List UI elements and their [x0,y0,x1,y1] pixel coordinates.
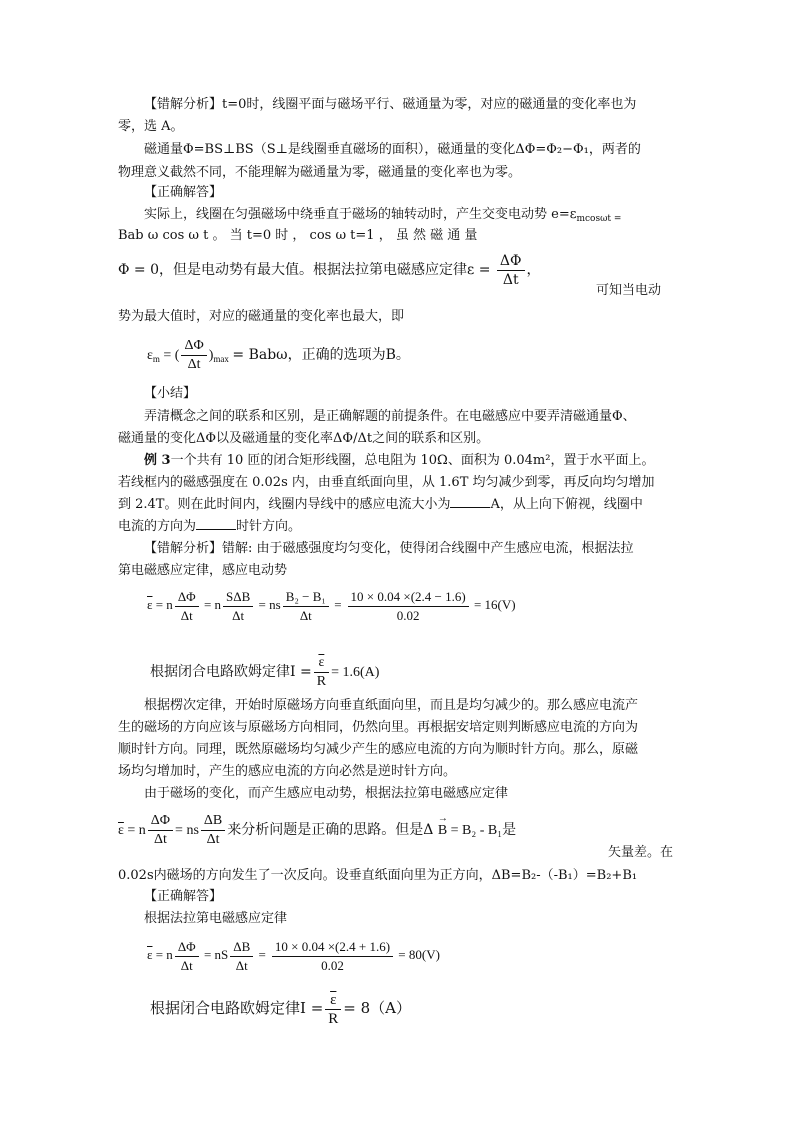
text-line: 0.02s内磁场的方向发生了一次反向。设垂直纸面向里为正方向，ΔB=B₂-（-B₁）=B₂+B₁ [118,868,638,883]
text-line: 顺时针方向。同理，既然原磁场均匀减少产生的感应电流的方向为顺时针方向。那么，原磁 [118,742,639,757]
text-line: 零，选 A。 [118,119,184,134]
text-line-with-formula: Φ = 0，但是电动势有最大值。根据法拉第电磁感应定律ε = $\frac{\Delta\Phi}{\Delta t}$ ， [118,252,541,288]
fraction-dphi-dt: $\frac{\Delta\Phi}{\Delta t}$ [497,253,525,288]
text-line: 矢量差。在 [608,845,674,860]
text-line-with-formula: $\overline{\varepsilon} = n$ $\frac{\Delta\Phi}{\Delta t}$ = ns $\frac{\Delta B}{\Delta t}$ 来分析问题是正确的思路。但是Δ → B = B₂ - B₁是 [118,810,516,851]
text-line: 电流的方向为 时针方向。 [118,519,302,534]
text-line: 第电磁感应定律，感应电动势 [118,563,288,578]
text-line: 【错解分析】t=0时，线圈平面与磁场平行、磁通量为零，对应的磁通量的变化率也为 [144,97,637,112]
text-line-with-formula: 根据闭合电路欧姆定律I = $\frac{\overline{\varepsilon}}{R}$ = 1.6(A) [150,654,380,689]
text-line: 可知当电动 [596,283,662,298]
text-line: 生的磁场的方向应该与原磁场方向相同，仍然向里。再根据安培定则判断感应电流的方向为 [118,720,639,735]
text-line: Bab ω cos ω t 。 当 t=0 时 ， cos ω t=1 ， 虽 然 磁 通 量 [118,228,478,243]
text-line: 【错解分析】错解: 由于磁感强度均匀变化，使得闭合线圈中产生感应电流，根据法拉 [144,541,634,556]
formula-emax: $\varepsilon_m$ = ( $\frac{\Delta\Phi}{\Delta t}$ )$_{max} = Bab\omega$，正确的选项为B。 [147,338,410,373]
text-line: 势为最大值时，对应的磁通量的变化率也最大，即 [118,309,405,324]
text-line: 根据法拉第电磁感应定律 [144,911,288,926]
text-line: 实际上，线圈在匀强磁场中绕垂直于磁场的轴转动时，产生交变电动势 $e=\varepsilon_{mcos\omega t =}$ [144,207,622,224]
answer-blank[interactable] [196,517,236,530]
text-line: 物理意义截然不同，不能理解为磁通量为零，磁通量的变化率也为零。 [118,165,522,180]
text-line: 弄清概念之间的联系和区别，是正确解题的前提条件。在电磁感应中要弄清磁通量Φ、 [144,409,636,424]
section-heading: 【正确解答】 [144,889,223,904]
text-line: 根据楞次定律，开始时原磁场方向垂直纸面向里，而且是均匀减少的。那么感应电流产 [144,698,639,713]
section-heading: 【正确解答】 [144,185,223,200]
text-line: 到 2.4T。则在此时间内，线圈内导线中的感应电流大小为 A，从上向下俯视，线圈中 [118,497,643,512]
text-line: 磁通量Φ=BS⊥BS（S⊥是线圈垂直磁场的面积），磁通量的变化ΔΦ=Φ₂−Φ₁，两者的 [144,142,641,157]
formula-emf-correct: $\overline{\varepsilon} = n$ $\frac{\Delta\Phi}{\Delta t}$ = nS $\frac{\Delta B}{\Delta t}$ = $\frac{10 \times 0.04 \times(2.4 + 1.6)}{0.02}$ = 80(V) [147,938,440,973]
section-heading: 【小结】 [144,386,197,401]
text-line: 磁通量的变化ΔΦ以及磁通量的变化率ΔΦ/Δt之间的联系和区别。 [118,431,490,446]
text-line: 场均匀增加时，产生的感应电流的方向必然是逆时针方向。 [118,764,457,779]
text-line: 由于磁场的变化，而产生感应电动势，根据法拉第电磁感应定律 [144,786,509,801]
text-line: 例 3一个共有 10 匝的闭合矩形线圈，总电阻为 10Ω、面积为 0.04m²，置于水平面上。 [144,453,655,468]
fraction-dphi-dt: $\frac{\Delta\Phi}{\Delta t}$ [181,338,206,373]
answer-blank[interactable] [450,495,490,508]
text-line: 若线框内的磁感强度在 0.02s 内，由垂直纸面向里，从 1.6T 均匀减少到零，再反向均匀增加 [118,475,655,490]
text-line-with-formula: 根据闭合电路欧姆定律I = $\frac{\overline{\varepsilon}}{R}$ = 8（A） [150,991,411,1027]
formula-emf-wrong: $\overline{\varepsilon} = n$ $\frac{\Delta\Phi}{\Delta t}$ = n $\frac{\text{SΔB}}{\Delta t}$ = ns $\frac{\text{B₂ − B₁}}{\Delta t}$ = $\frac{10 \times 0.04 \times(2.4 - 1.6)}{0.02}$ = 16(V) [147,588,516,623]
